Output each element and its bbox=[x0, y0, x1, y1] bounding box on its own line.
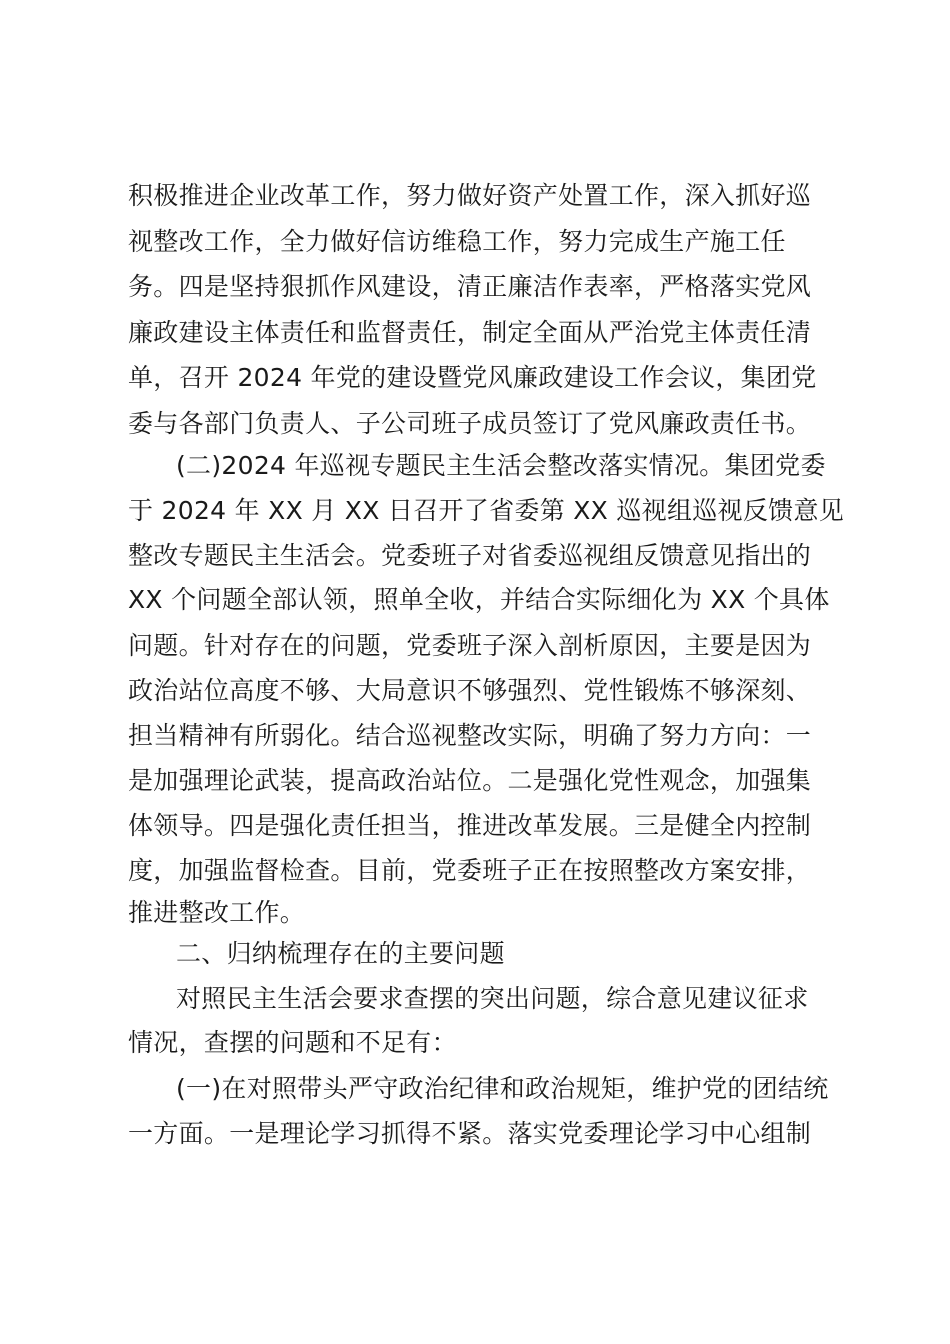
paragraph-heading-line: (二)2024 年巡视专题民主生活会整改落实情况。集团党委 bbox=[176, 451, 826, 480]
body-text-line: 单，召开 2024 年党的建设暨党风廉政建设工作会议，集团党 bbox=[128, 363, 817, 392]
body-text-line: 务。四是坚持狠抓作风建设，清正廉洁作表率，严格落实党风 bbox=[128, 272, 812, 301]
body-text-line: 情况，查摆的问题和不足有： bbox=[128, 1028, 457, 1057]
section-heading: 二、归纳梳理存在的主要问题 bbox=[176, 939, 505, 968]
body-text-line: 视整改工作，全力做好信访维稳工作，努力完成生产施工任 bbox=[128, 227, 786, 256]
body-text-line: 廉政建设主体责任和监督责任，制定全面从严治党主体责任清 bbox=[128, 318, 812, 347]
body-text-line: 对照民主生活会要求查摆的突出问题，综合意见建议征求 bbox=[176, 984, 809, 1013]
body-text-line: 度，加强监督检查。目前，党委班子正在按照整改方案安排， bbox=[128, 856, 812, 885]
body-text-line: 委与各部门负责人、子公司班子成员签订了党风廉政责任书。 bbox=[128, 409, 812, 438]
body-text-line: 于 2024 年 XX 月 XX 日召开了省委第 XX 巡视组巡视反馈意见 bbox=[128, 496, 845, 525]
body-text-line: 政治站位高度不够、大局意识不够强烈、党性锻炼不够深刻、 bbox=[128, 676, 812, 705]
body-text-line: 一方面。一是理论学习抓得不紧。落实党委理论学习中心组制 bbox=[128, 1119, 812, 1148]
body-text-line: XX 个问题全部认领，照单全收，并结合实际细化为 XX 个具体 bbox=[128, 585, 830, 614]
body-text-line: 体领导。四是强化责任担当，推进改革发展。三是健全内控制 bbox=[128, 811, 812, 840]
body-text-line: 问题。针对存在的问题，党委班子深入剖析原因，主要是因为 bbox=[128, 631, 812, 660]
body-text-line: 担当精神有所弱化。结合巡视整改实际，明确了努力方向：一 bbox=[128, 721, 812, 750]
body-text-line: 是加强理论武装，提高政治站位。二是强化党性观念，加强集 bbox=[128, 766, 812, 795]
paragraph-heading-line: (一)在对照带头严守政治纪律和政治规矩，维护党的团结统 bbox=[176, 1074, 829, 1103]
body-text-line: 推进整改工作。 bbox=[128, 898, 306, 927]
body-text-line: 积极推进企业改革工作，努力做好资产处置工作，深入抓好巡 bbox=[128, 181, 812, 210]
body-text-line: 整改专题民主生活会。党委班子对省委巡视组反馈意见指出的 bbox=[128, 541, 812, 570]
